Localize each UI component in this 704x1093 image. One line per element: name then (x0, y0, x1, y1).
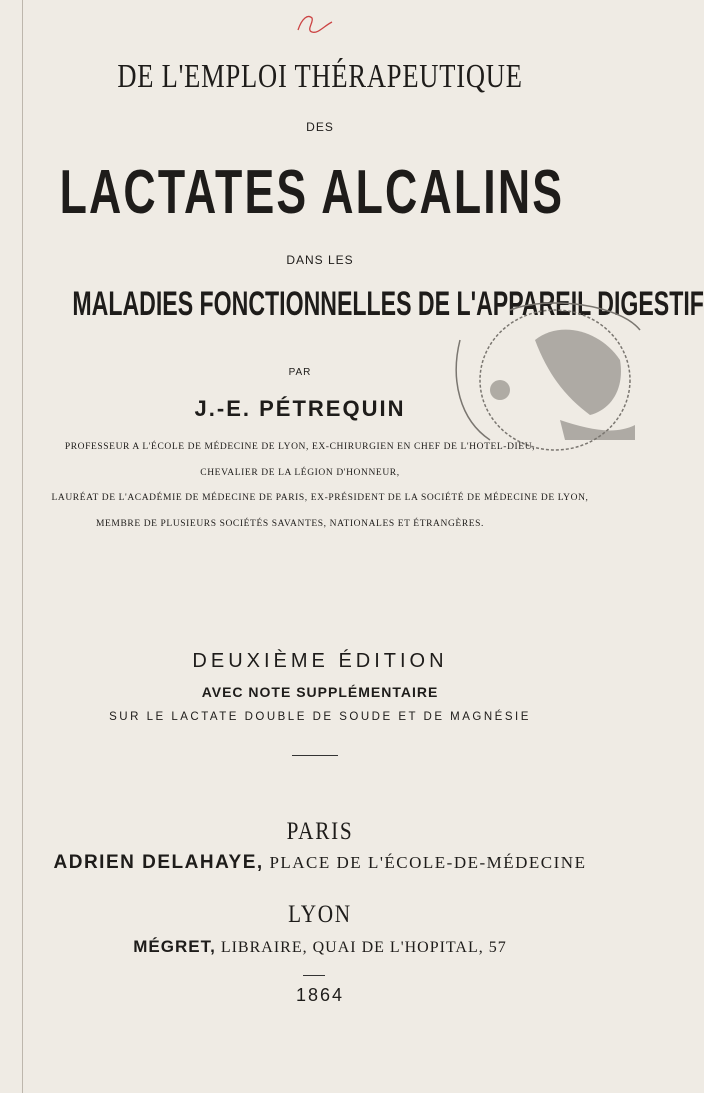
publisher-address: LIBRAIRE, QUAI DE L'HOPITAL, 57 (220, 939, 507, 956)
handwritten-mark (288, 8, 338, 38)
author-credential-4: MEMBRE DE PLUSIEURS SOCIÉTÉS SAVANTES, NATIONALES ET ÉTRANGÈRES. (95, 519, 485, 529)
supplement-subject: SUR LE LACTATE DOUBLE DE SOUDE ET DE MAGNÉSIE (109, 711, 531, 723)
publication-year: 1864 (295, 985, 345, 1005)
divider (292, 755, 338, 756)
title-line-1: DE L'EMPLOI THÉRAPEUTIQUE (117, 58, 523, 95)
imprint-city-lyon: LYON (288, 901, 352, 928)
imprint-publisher-lyon (0, 937, 640, 957)
author-credential-3: LAURÉAT DE L'ACADÉMIE DE MÉDECINE DE PARIS, EX-PRÉSIDENT DE LA SOCIÉTÉ DE MÉDECINE DE LYON, (51, 493, 589, 503)
title-dans-les: DANS LES (286, 253, 354, 267)
edition-title: DEUXIÈME ÉDITION (192, 650, 448, 672)
subject-title: MALADIES FONCTIONNELLES DE L'APPAREIL DIGESTIF (72, 285, 704, 323)
author-credential-2: CHEVALIER DE LA LÉGION D'HONNEUR, (200, 468, 400, 478)
main-title: LACTATES ALCALINS (59, 158, 565, 227)
divider (303, 975, 325, 976)
author-name: J.-E. PÉTREQUIN (194, 396, 406, 421)
imprint-publisher-paris (0, 852, 640, 874)
publisher-name: ADRIEN DELAHAYE, (53, 852, 264, 873)
author-credential-1: PROFESSEUR A L'ÉCOLE DE MÉDECINE DE LYON, EX-CHIRURGIEN EN CHEF DE L'HOTEL-DIEU, (64, 442, 536, 452)
publisher-address: PLACE DE L'ÉCOLE-DE-MÉDECINE (269, 853, 587, 872)
publisher-name: MÉGRET, (133, 937, 216, 956)
page-gutter-line (22, 0, 23, 1093)
supplement-note: AVEC NOTE SUPPLÉMENTAIRE (201, 684, 439, 700)
title-des: DES (306, 120, 334, 134)
library-stamp (440, 300, 640, 460)
author-by: PAR (288, 367, 312, 378)
imprint-city-paris: PARIS (286, 818, 354, 845)
